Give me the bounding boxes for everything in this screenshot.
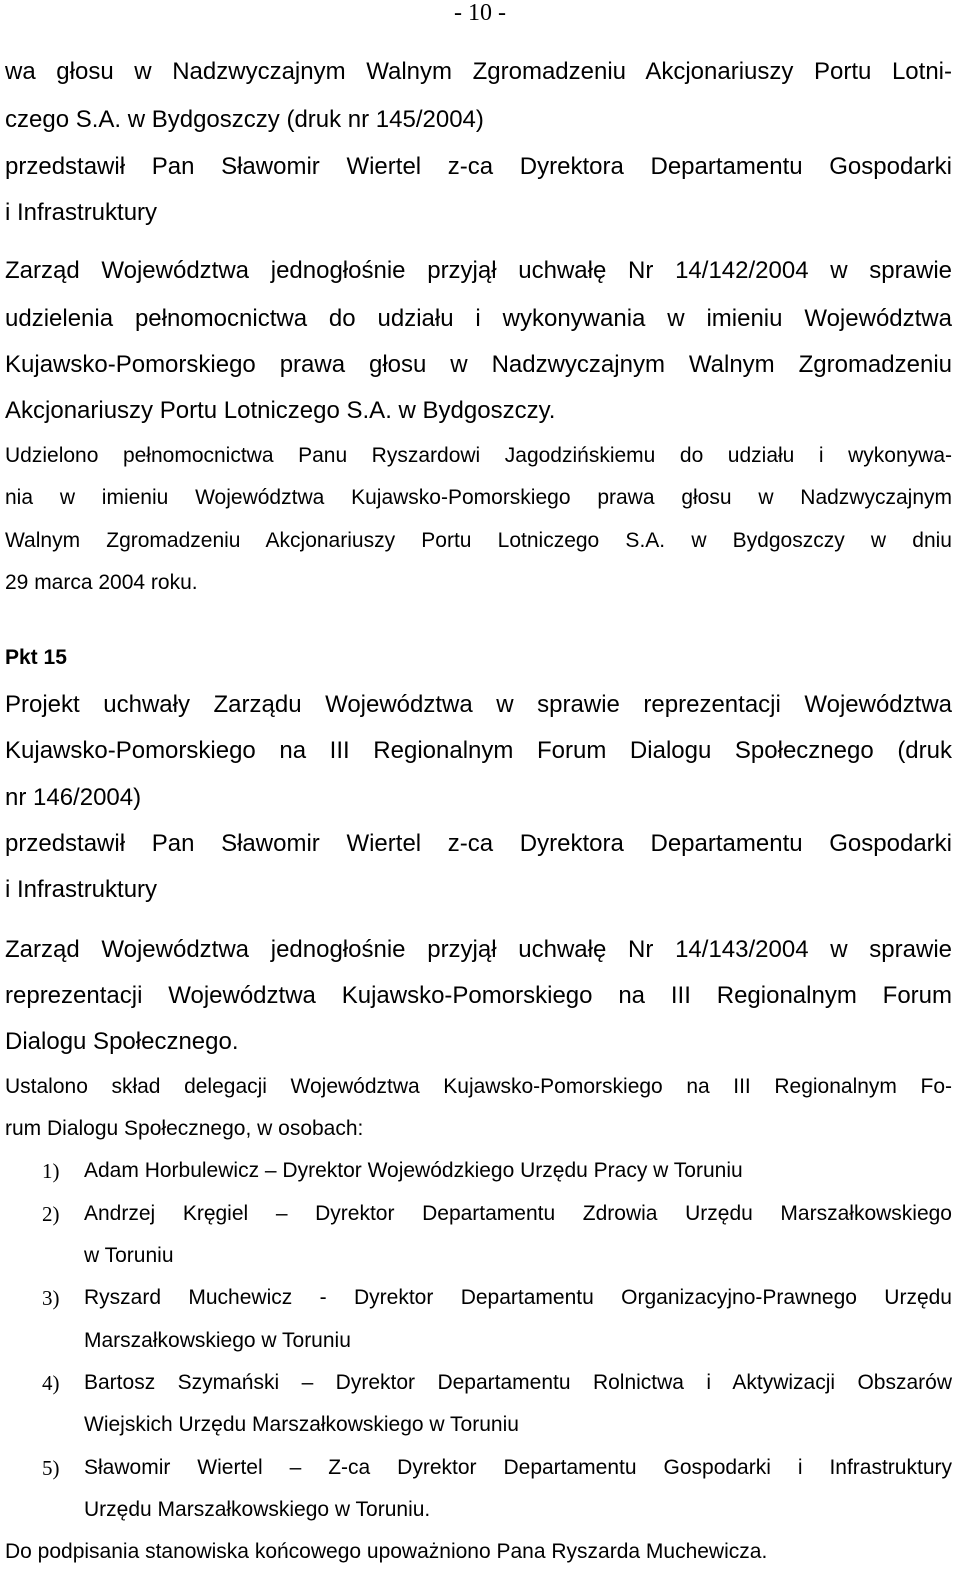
closing-sentence: Do podpisania stanowiska końcowego upoważniono Pana Ryszarda Muchewicza. — [5, 1540, 768, 1563]
paragraph-line: przedstawił Pan Sławomir Wiertel z-ca Dyrektora Departamentu Gospodarki — [5, 830, 952, 857]
section-heading: Pkt 15 — [5, 646, 67, 669]
paragraph-line: czego S.A. w Bydgoszczy (druk nr 145/2004) — [5, 106, 484, 133]
list-item: Adam Horbulewicz – Dyrektor Wojewódzkiego Urzędu Pracy w Toruniu — [84, 1159, 743, 1182]
paragraph-line: Walnym Zgromadzeniu Akcjonariuszy Portu Lotniczego S.A. w Bydgoszczy w dniu — [5, 529, 952, 552]
list-item-continuation: Wiejskich Urzędu Marszałkowskiego w Toruniu — [84, 1413, 519, 1436]
list-item-continuation: Urzędu Marszałkowskiego w Toruniu. — [84, 1498, 431, 1521]
paragraph-line: 29 marca 2004 roku. — [5, 571, 198, 594]
list-item-continuation: Marszałkowskiego w Toruniu — [84, 1329, 351, 1352]
paragraph-line: udzielenia pełnomocnictwa do udziału i wykonywania w imieniu Województwa — [5, 305, 952, 332]
paragraph-line: nia w imieniu Województwa Kujawsko-Pomorskiego prawa głosu w Nadzwyczajnym — [5, 486, 952, 509]
list-item: Sławomir Wiertel – Z-ca Dyrektor Departamentu Gospodarki i Infrastruktury — [84, 1456, 952, 1479]
list-number: 5) — [42, 1456, 60, 1480]
list-item: Ryszard Muchewicz - Dyrektor Departamentu Organizacyjno-Prawnego Urzędu — [84, 1286, 952, 1309]
paragraph-line: Zarząd Województwa jednogłośnie przyjął uchwałę Nr 14/143/2004 w sprawie — [5, 936, 952, 963]
paragraph-line: i Infrastruktury — [5, 876, 158, 903]
paragraph-line: rum Dialogu Społecznego, w osobach: — [5, 1117, 364, 1140]
paragraph-line: Ustalono skład delegacji Województwa Kujawsko-Pomorskiego na III Regionalnym Fo- — [5, 1075, 952, 1098]
paragraph-line: Dialogu Społecznego. — [5, 1028, 239, 1055]
paragraph-line: przedstawił Pan Sławomir Wiertel z-ca Dyrektora Departamentu Gospodarki — [5, 153, 952, 180]
list-item: Andrzej Kręgiel – Dyrektor Departamentu Zdrowia Urzędu Marszałkowskiego — [84, 1202, 952, 1225]
paragraph-line: wa głosu w Nadzwyczajnym Walnym Zgromadzeniu Akcjonariuszy Portu Lotni- — [5, 58, 952, 85]
list-number: 1) — [42, 1159, 60, 1183]
paragraph-line: Projekt uchwały Zarządu Województwa w sprawie reprezentacji Województwa — [5, 691, 952, 718]
page-number: - 10 - — [454, 0, 506, 26]
list-item: Bartosz Szymański – Dyrektor Departamentu Rolnictwa i Aktywizacji Obszarów — [84, 1371, 952, 1394]
paragraph-line: Kujawsko-Pomorskiego prawa głosu w Nadzwyczajnym Walnym Zgromadzeniu — [5, 351, 952, 378]
list-item-continuation: w Toruniu — [84, 1244, 174, 1267]
paragraph-line: reprezentacji Województwa Kujawsko-Pomorskiego na III Regionalnym Forum — [5, 982, 952, 1009]
list-number: 3) — [42, 1286, 60, 1310]
list-number: 2) — [42, 1202, 60, 1226]
paragraph-line: nr 146/2004) — [5, 784, 142, 811]
paragraph-line: i Infrastruktury — [5, 199, 158, 226]
list-number: 4) — [42, 1371, 60, 1395]
paragraph-line: Kujawsko-Pomorskiego na III Regionalnym Forum Dialogu Społecznego (druk — [5, 737, 952, 764]
paragraph-line: Udzielono pełnomocnictwa Panu Ryszardowi Jagodzińskiemu do udziału i wykonywa- — [5, 444, 952, 467]
paragraph-line: Akcjonariuszy Portu Lotniczego S.A. w Bydgoszczy. — [5, 397, 556, 424]
paragraph-line: Zarząd Województwa jednogłośnie przyjął uchwałę Nr 14/142/2004 w sprawie — [5, 257, 952, 284]
